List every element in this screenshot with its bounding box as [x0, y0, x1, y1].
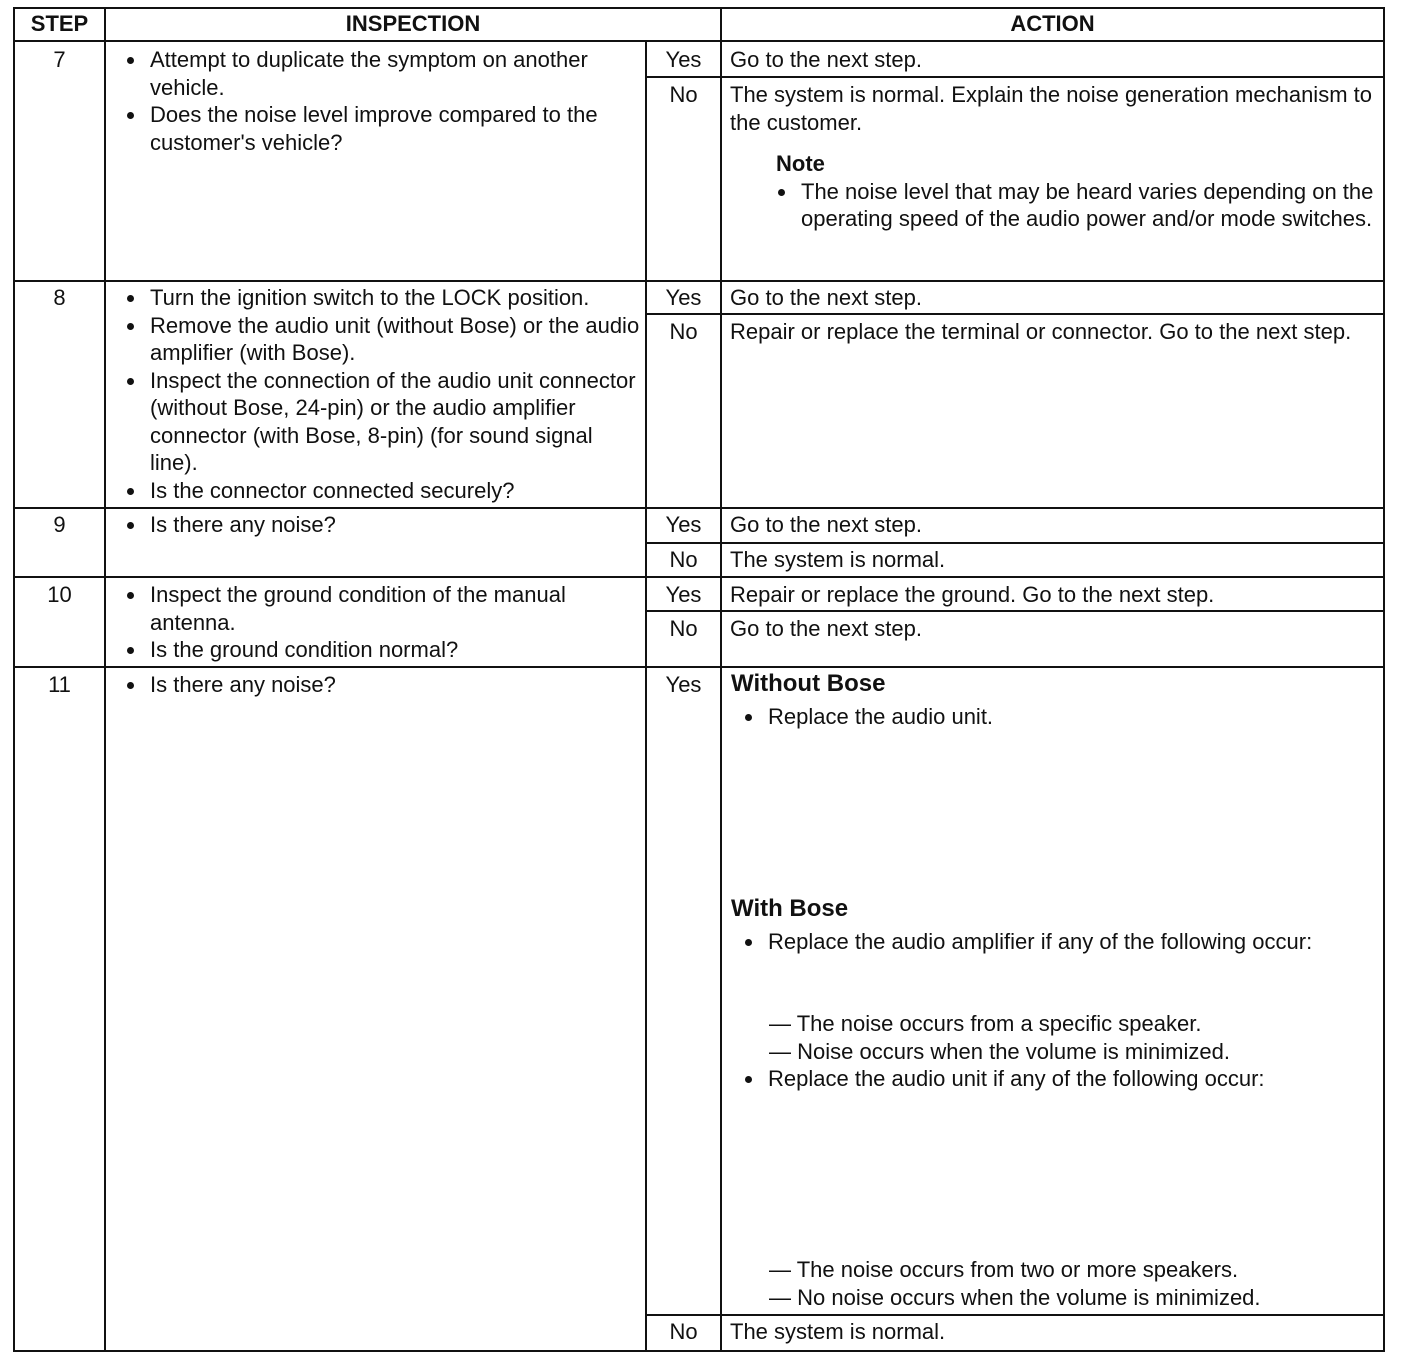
- step-number: 7: [53, 47, 66, 72]
- inspection-item: Attempt to duplicate the symptom on another vehicle.: [112, 46, 642, 101]
- table-border-right: [1383, 7, 1385, 1352]
- table-border-bottom: [13, 1350, 1385, 1352]
- yes-no-split-8: [645, 313, 1385, 315]
- row-divider-9: [13, 507, 1385, 509]
- header-divider: [13, 40, 1385, 42]
- inspection-list: [112, 581, 642, 664]
- action-column-divider: [720, 7, 722, 1352]
- no-action: [730, 81, 1375, 233]
- without-bose-heading: Without Bose: [731, 670, 886, 697]
- step-number: 9: [53, 512, 66, 537]
- with-bose-item: Replace the audio unit if any of the following occur:: [730, 1065, 1375, 1093]
- yes-action: Go to the next step.: [730, 47, 923, 72]
- no-action: Go to the next step.: [730, 616, 923, 641]
- with-bose-dash-list-2: [722, 1256, 1382, 1311]
- with-bose-dash-list-1: [722, 1010, 1382, 1065]
- no-label: No: [669, 82, 698, 107]
- yes-label: Yes: [665, 47, 702, 72]
- no-label: No: [669, 616, 698, 641]
- step-number: 11: [48, 672, 71, 697]
- yes-label: Yes: [665, 672, 702, 697]
- inspection-item: Inspect the ground condition of the manual antenna.: [112, 581, 642, 636]
- with-bose-item: Replace the audio amplifier if any of the following occur:: [730, 928, 1380, 956]
- step-column-divider: [104, 7, 106, 1352]
- header-step: STEP: [30, 11, 89, 36]
- yes-action: Go to the next step.: [730, 285, 923, 310]
- inspection-item: Is there any noise?: [112, 511, 642, 539]
- yes-no-split-11: [645, 1314, 1385, 1316]
- no-action: Repair or replace the terminal or connector. Go to the next step.: [730, 319, 1352, 344]
- row-divider-11: [13, 666, 1385, 668]
- inspection-list: [112, 284, 642, 504]
- yes-label: Yes: [665, 512, 702, 537]
- yes-action: Repair or replace the ground. Go to the next step.: [730, 582, 1215, 607]
- inspection-list: [112, 46, 642, 156]
- with-bose-heading: With Bose: [731, 895, 849, 922]
- with-bose-list-2: [730, 1065, 1375, 1093]
- yes-no-split-9: [645, 542, 1385, 544]
- inspection-item: Inspect the connection of the audio unit connector (without Bose, 24-pin) or the audio amplifier connector (with Bose, 8-pin) (for sound signal line).: [112, 367, 642, 477]
- dash-item: — Noise occurs when the volume is minimized.: [769, 1038, 1230, 1064]
- yes-no-split-10: [645, 610, 1385, 612]
- yes-label: Yes: [665, 285, 702, 310]
- no-label: No: [669, 547, 698, 572]
- inspection-item: Is there any noise?: [112, 671, 642, 699]
- inspection-item: Does the noise level improve compared to the customer's vehicle?: [112, 101, 642, 156]
- without-bose-item: Replace the audio unit.: [730, 703, 1375, 731]
- yes-label: Yes: [665, 582, 702, 607]
- inspection-item: Is the connector connected securely?: [112, 477, 642, 505]
- header-action: ACTION: [1010, 11, 1095, 36]
- inspection-item: Remove the audio unit (without Bose) or the audio amplifier (with Bose).: [112, 312, 642, 367]
- no-action-text: The system is normal. Explain the noise generation mechanism to the customer.: [730, 82, 1372, 135]
- note-title: Note: [776, 151, 825, 176]
- inspection-item: Turn the ignition switch to the LOCK position.: [112, 284, 642, 312]
- without-bose-list: [730, 703, 1375, 731]
- row-divider-8: [13, 280, 1385, 282]
- no-action: The system is normal.: [730, 1319, 946, 1344]
- inspection-list: [112, 511, 642, 539]
- no-action: The system is normal.: [730, 547, 946, 572]
- no-label: No: [669, 319, 698, 344]
- dash-item: — The noise occurs from two or more speakers.: [769, 1257, 1239, 1282]
- row-divider-10: [13, 576, 1385, 578]
- step-number: 10: [47, 582, 72, 607]
- inspection-item: Is the ground condition normal?: [112, 636, 642, 664]
- dash-item: — No noise occurs when the volume is minimized.: [769, 1284, 1261, 1310]
- yes-action: Go to the next step.: [730, 512, 923, 537]
- inspection-list: [112, 671, 642, 699]
- header-inspection: INSPECTION: [345, 11, 481, 36]
- with-bose-list-1: [730, 928, 1380, 956]
- yes-no-split-7: [645, 76, 1385, 78]
- no-label: No: [669, 1319, 698, 1344]
- step-number: 8: [53, 285, 66, 310]
- dash-item: — The noise occurs from a specific speaker.: [769, 1011, 1202, 1036]
- note-block: [730, 150, 1375, 233]
- note-item: The noise level that may be heard varies depending on the operating speed of the audio power and/or mode switches.: [763, 178, 1375, 233]
